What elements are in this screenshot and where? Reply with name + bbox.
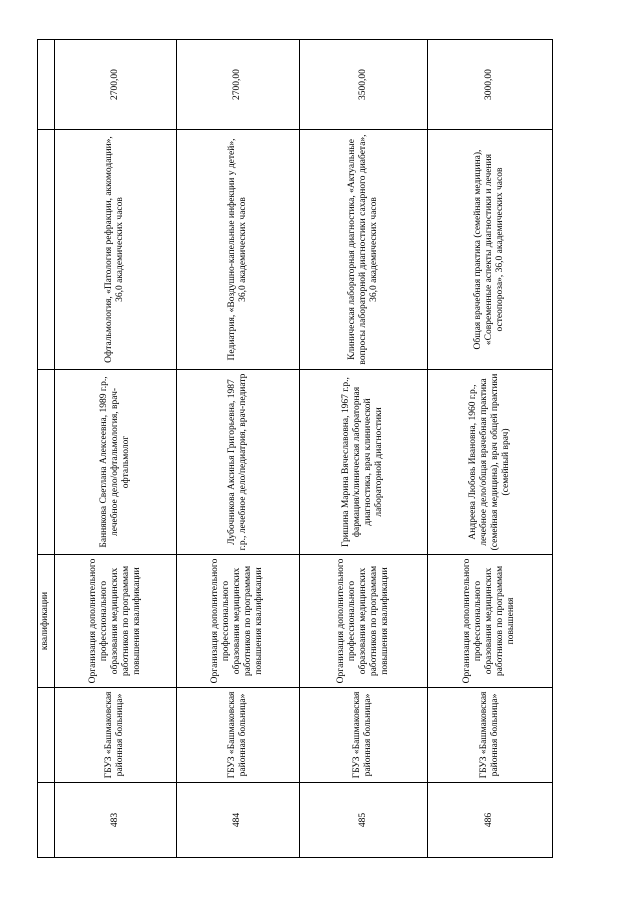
course-cell: Клиническая лабораторная диагностика, «Актуальные вопросы лабораторной диагностики сахарного диабета», 36,0 академических часов	[299, 130, 427, 370]
table-row	[299, 40, 427, 858]
organization-cell: ГБУЗ «Башмаковская районная больница»	[54, 688, 176, 783]
course-cell: Общая врачебная практика (семейная медицина), «Современные аспекты диагностики и лечения остеопороза», 36,0 академических часов	[427, 130, 552, 370]
table-row	[427, 40, 552, 858]
person-cell: Баннякова Светлана Алексеевна, 1989 г.р., лечебное дело/офтальмология, врач-офтальмолог	[54, 370, 176, 555]
program-cell: Организация дополнительного профессионального образования медицинских работников по программам повышения квалификации	[299, 555, 427, 688]
person-cell: Андреева Любовь Ивановна, 1960 г.р., лечебное дело/общая врачебная практика (семейная медицина), врач общей практики (семейный врач)	[427, 370, 552, 555]
organization-cell: ГБУЗ «Башмаковская районная больница»	[427, 688, 552, 783]
continuation-text: квалификации	[38, 555, 55, 688]
organization-cell: ГБУЗ «Башмаковская районная больница»	[299, 688, 427, 783]
row-number: 483	[54, 783, 176, 858]
continuation-row	[38, 40, 55, 858]
cell-empty	[38, 783, 55, 858]
data-table	[37, 39, 553, 858]
row-number: 484	[176, 783, 299, 858]
person-cell: Лубочникова Аксинья Григорьевна, 1987 г.р., лечебное дело/педиатрия, врач-педиатр	[176, 370, 299, 555]
cell-empty	[38, 370, 55, 555]
price-cell: 2700,00	[54, 40, 176, 130]
row-number: 486	[427, 783, 552, 858]
price-cell: 3500,00	[299, 40, 427, 130]
course-cell: Офтальмология, «Патология рефракции, аккомодации», 36,0 академических часов	[54, 130, 176, 370]
program-cell: Организация дополнительного профессионального образования медицинских работников по программам повышения	[427, 555, 552, 688]
table-row	[176, 40, 299, 858]
organization-cell: ГБУЗ «Башмаковская районная больница»	[176, 688, 299, 783]
price-cell: 2700,00	[176, 40, 299, 130]
cell-empty	[38, 130, 55, 370]
course-cell: Педиатрия, «Воздушно-капельные инфекции у детей», 36,0 академических часов	[176, 130, 299, 370]
cell-empty	[38, 688, 55, 783]
rotated-page	[37, 40, 553, 858]
table-row	[54, 40, 176, 858]
person-cell: Гришина Марина Вячеславовна, 1967 г.р., фармация/клиническая лабораторная диагностика, врач клинической лабораторной диагностики	[299, 370, 427, 555]
cell-empty	[38, 40, 55, 130]
row-number: 485	[299, 783, 427, 858]
program-cell: Организация дополнительного профессионального образования медицинских работников по программам повышения квалификации	[176, 555, 299, 688]
program-cell: Организация дополнительного профессионального образования медицинских работников по программам повышения квалификации	[54, 555, 176, 688]
price-cell: 3000,00	[427, 40, 552, 130]
